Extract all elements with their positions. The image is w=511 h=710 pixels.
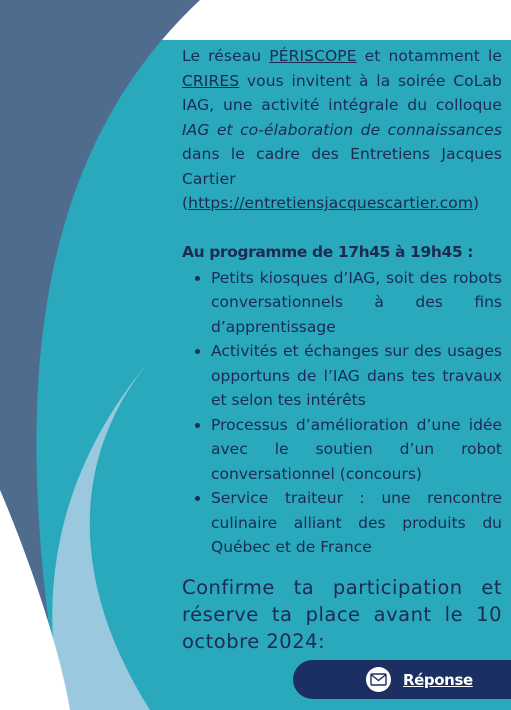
intro-text: Le réseau	[182, 47, 270, 65]
program-item: • Service traiteur : une rencontre culinaire alliant des produits du Québec et de France	[211, 486, 502, 560]
intro-text: vous invitent à la soirée CoLab IAG, une activité intégrale du colloque	[182, 71, 502, 114]
envelope-icon	[366, 667, 391, 692]
program-item: • Processus d’amélioration d’une idée avec le soutien d’un robot conversationnel (concours)	[211, 413, 502, 487]
reply-button[interactable]	[293, 660, 511, 699]
confirm-text: Confirme ta participation et réserve ta place avant le 10 octobre 2024:	[182, 575, 502, 653]
reply-label: Réponse	[403, 670, 473, 689]
colloque-title: IAG et co-élaboration de connaissances	[182, 120, 502, 139]
flyer-content	[182, 44, 502, 655]
intro-paragraph	[182, 44, 502, 216]
crires-link[interactable]: CRIRES	[182, 71, 240, 90]
light-blue-band-shape	[52, 360, 150, 710]
program-list	[182, 266, 502, 560]
intro-text: et notamment le	[356, 47, 502, 65]
website-link[interactable]: https://entretiensjacquescartier.com	[188, 194, 474, 212]
program-title: Au programme de 17h45 à 19h45 :	[182, 242, 474, 261]
program-item: • Activités et échanges sur des usages opportuns de l’IAG dans tes travaux et selon tes intérêts	[211, 339, 502, 413]
intro-text: dans le cadre des Entretiens Jacques Cartier (	[182, 145, 502, 212]
program-item: • Petits kiosques d’IAG, soit des robots conversationnels à des fins d’apprentissage	[211, 266, 502, 340]
periscope-link[interactable]: PÉRISCOPE	[269, 47, 357, 65]
intro-text: )	[473, 194, 480, 212]
